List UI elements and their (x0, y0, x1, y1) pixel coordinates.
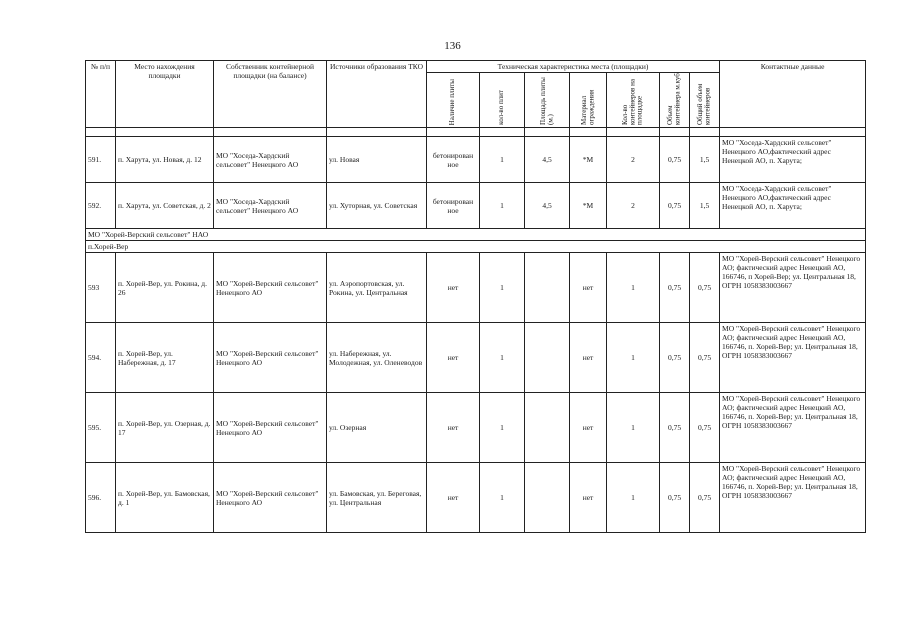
table-row (86, 323, 866, 393)
cell-total-volume: 1,5 (690, 183, 720, 229)
cell-slab: нет (427, 323, 480, 393)
cell-contact: МО "Хоседа-Хардский сельсовет" Ненецкого АО,фактический адрес Ненецкой АО, п. Харута; (720, 183, 866, 229)
cell-fence: нет (570, 253, 607, 323)
cell-area: 4,5 (525, 137, 570, 183)
cell-volume: 0,75 (660, 253, 690, 323)
cell-container-count: 2 (607, 137, 660, 183)
cell-fence: нет (570, 463, 607, 533)
cell-place: п. Хорей-Вер, ул. Набережная, д. 17 (116, 323, 214, 393)
cell-source: ул. Набережная, ул. Молодежная, ул. Оленеводов (327, 323, 427, 393)
cell-num: 591. (86, 137, 116, 183)
cell-place: п. Хорей-Вер, ул. Озерная, д. 17 (116, 393, 214, 463)
cell-volume: 0,75 (660, 393, 690, 463)
cell-container-count: 1 (607, 463, 660, 533)
cell-slab: нет (427, 253, 480, 323)
cell-slab: бетонирован ное (427, 137, 480, 183)
cell-slab-count: 1 (480, 183, 525, 229)
section-row (86, 229, 866, 241)
cell-slab: бетонирован ное (427, 183, 480, 229)
cell-contact: МО "Хорей-Верский сельсовет" Ненецкого АО; фактический адрес Ненецкий АО, 166746, п Хорей-Вер; ул. Центральная 18, ОГРН 1058383003667 (720, 253, 866, 323)
cell-source: ул. Озерная (327, 393, 427, 463)
cell-owner: МО "Хорей-Верский сельсовет" Ненецкого АО (214, 463, 327, 533)
header-contact: Контактные данные (720, 61, 866, 128)
cell-slab-count: 1 (480, 393, 525, 463)
cell-container-count: 2 (607, 183, 660, 229)
header-source: Источники образования ТКО (327, 61, 427, 128)
cell-num: 595. (86, 393, 116, 463)
cell-volume: 0,75 (660, 183, 690, 229)
spacer-row (86, 128, 866, 137)
cell-place: п. Харута, ул. Новая, д. 12 (116, 137, 214, 183)
cell-area (525, 253, 570, 323)
cell-source: ул. Хуторная, ул. Советская (327, 183, 427, 229)
subheader-total-volume: Общий объем контейнеров (696, 83, 712, 125)
cell-num: 592. (86, 183, 116, 229)
page-number: 136 (444, 40, 461, 52)
table-row (86, 137, 866, 183)
cell-fence: *М (570, 137, 607, 183)
cell-volume: 0,75 (660, 137, 690, 183)
section-title: МО "Хорей-Верский сельсовет" НАО (86, 229, 866, 241)
cell-slab-count: 1 (480, 463, 525, 533)
cell-total-volume: 0,75 (690, 253, 720, 323)
header-row (86, 61, 866, 73)
cell-num: 596. (86, 463, 116, 533)
cell-source: ул. Новая (327, 137, 427, 183)
cell-slab: нет (427, 393, 480, 463)
cell-contact: МО "Хоседа-Хардский сельсовет" Ненецкого АО,фактический адрес Ненецкой АО, п. Харута; (720, 137, 866, 183)
subsection-row (86, 241, 866, 253)
table-row (86, 463, 866, 533)
subheader-slab-count: кол-во плит (497, 90, 506, 125)
header-place: Место нахождения площадки (116, 61, 214, 128)
subsection-title: п.Хорей-Вер (86, 241, 866, 253)
cell-total-volume: 0,75 (690, 463, 720, 533)
cell-fence: нет (570, 393, 607, 463)
table-row (86, 183, 866, 229)
cell-owner: МО "Хорей-Верский сельсовет" Ненецкого АО (214, 393, 327, 463)
cell-place: п. Харута, ул. Советская, д. 2 (116, 183, 214, 229)
cell-place: п. Хорей-Вер, ул. Бамовская, д. 1 (116, 463, 214, 533)
cell-source: ул. Бамовская, ул. Береговая, ул. Центральная (327, 463, 427, 533)
cell-container-count: 1 (607, 393, 660, 463)
cell-owner: МО "Хорей-Верский сельсовет" Ненецкого АО (214, 323, 327, 393)
cell-total-volume: 1,5 (690, 137, 720, 183)
registry-table (85, 60, 866, 533)
cell-owner: МО "Хоседа-Хардский сельсовет" Ненецкого АО (214, 183, 327, 229)
cell-slab: нет (427, 463, 480, 533)
header-owner: Собственник контейнерной площадки (на балансе) (214, 61, 327, 128)
cell-slab-count: 1 (480, 253, 525, 323)
cell-total-volume: 0,75 (690, 323, 720, 393)
cell-fence: *М (570, 183, 607, 229)
cell-owner: МО "Хорей-Верский сельсовет" Ненецкого АО (214, 253, 327, 323)
cell-total-volume: 0,75 (690, 393, 720, 463)
cell-slab-count: 1 (480, 137, 525, 183)
header-num: № п/п (86, 61, 116, 128)
header-tech: Техническая характеристика места (площадки) (427, 61, 720, 73)
cell-fence: нет (570, 323, 607, 393)
cell-container-count: 1 (607, 323, 660, 393)
subheader-container-count: Кол-во контейнеров на площадке (620, 79, 644, 125)
cell-owner: МО "Хоседа-Хардский сельсовет" Ненецкого АО (214, 137, 327, 183)
cell-contact: МО "Хорей-Верский сельсовет" Ненецкого АО; фактический адрес Ненецкий АО, 166746, п. Хорей-Вер; ул. Центральная 18, ОГРН 1058383003667 (720, 463, 866, 533)
cell-source: ул. Аэропортовская, ул. Рокина, ул. Центральная (327, 253, 427, 323)
cell-slab-count: 1 (480, 323, 525, 393)
cell-area: 4,5 (525, 183, 570, 229)
table-row (86, 393, 866, 463)
subheader-area: Площадь плиты (м.) (538, 77, 554, 125)
cell-num: 594. (86, 323, 116, 393)
cell-num: 593 (86, 253, 116, 323)
subheader-fence: Материал ограждения (579, 89, 595, 125)
cell-contact: МО "Хорей-Верский сельсовет" Ненецкого АО; фактический адрес Ненецкий АО, 166746, п. Хорей-Вер; ул. Центральная 18, ОГРН 1058383003667 (720, 393, 866, 463)
subheader-volume: Объем контейнера м.куб (666, 73, 682, 125)
cell-area (525, 323, 570, 393)
cell-place: п. Хорей-Вер, ул. Рокина, д. 26 (116, 253, 214, 323)
cell-volume: 0,75 (660, 463, 690, 533)
cell-volume: 0,75 (660, 323, 690, 393)
cell-contact: МО "Хорей-Верский сельсовет" Ненецкого АО; фактический адрес Ненецкий АО, 166746, п. Хорей-Вер; ул. Центральная 18, ОГРН 1058383003667 (720, 323, 866, 393)
table-row (86, 253, 866, 323)
subheader-slab: Наличие плиты (448, 78, 457, 125)
cell-area (525, 463, 570, 533)
cell-container-count: 1 (607, 253, 660, 323)
cell-area (525, 393, 570, 463)
